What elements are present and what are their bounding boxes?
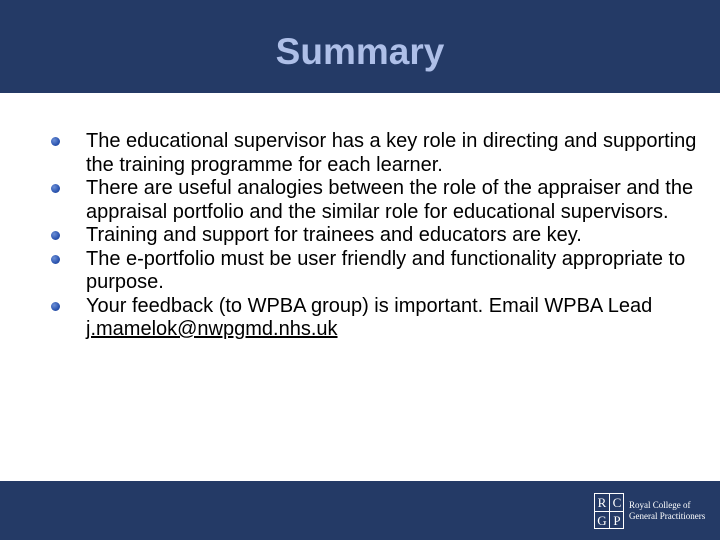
bullet-item: [48, 130, 698, 177]
bullet-dot-icon: [51, 231, 60, 240]
logo-line-1: Royal College of: [629, 500, 691, 510]
logo-wordmark: [629, 500, 705, 522]
logo-line-2: General Practitioners: [629, 511, 706, 521]
logo-letter: R: [597, 495, 607, 510]
bullet-item: [48, 224, 698, 248]
logo-letter: P: [613, 513, 621, 528]
bullet-dot-icon: [51, 302, 60, 311]
logo-letter: G: [597, 513, 607, 528]
logo-letter: C: [612, 495, 622, 510]
slide-title: Summary: [275, 31, 445, 72]
rcgp-logo: [594, 492, 705, 530]
email-link[interactable]: j.mamelok@nwpgmd.nhs.uk: [86, 318, 338, 340]
bullet-text: There are useful analogies between the role of the appraiser and the appraisal portfolio and the similar role for educational supervisors.: [86, 177, 694, 223]
bullet-text: The educational supervisor has a key role in directing and supporting the training programme for each learner.: [86, 130, 697, 176]
bullet-text: The e-portfolio must be user friendly and functionality appropriate to purpose.: [86, 247, 686, 293]
bullet-list: [48, 130, 698, 342]
bullet-item: [48, 295, 698, 342]
rcgp-logo-mark: [594, 493, 624, 529]
bullet-dot-icon: [51, 184, 60, 193]
bullet-text: Training and support for trainees and educators are key.: [86, 224, 582, 246]
bullet-item: [48, 177, 698, 224]
logo-divider: [595, 511, 623, 512]
bullet-text: Your feedback (to WPBA group) is important. Email WPBA Lead: [86, 294, 653, 317]
bullet-dot-icon: [51, 255, 60, 264]
bullet-dot-icon: [51, 137, 60, 146]
bullet-item: [48, 248, 698, 295]
